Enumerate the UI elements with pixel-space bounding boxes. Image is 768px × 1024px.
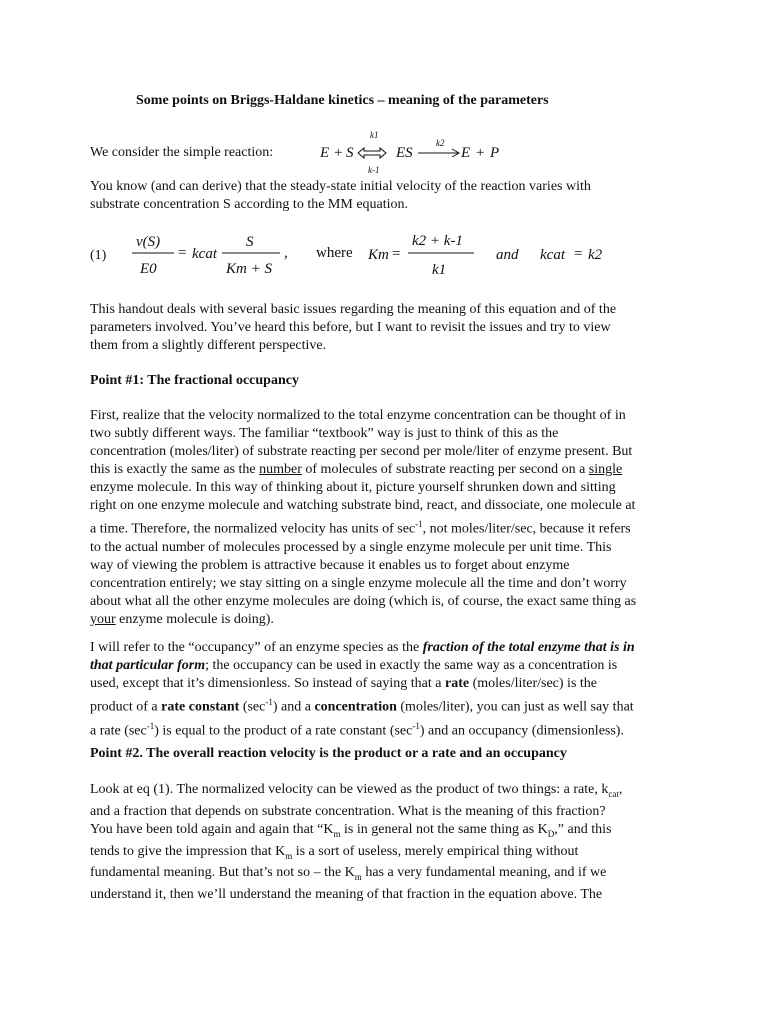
svg-text:where: where <box>316 245 353 261</box>
paragraph-intro: You know (and can derive) that the steady-state initial velocity of the reaction varies with substrate concentration S according to the MM equation. <box>90 179 591 212</box>
equation-number: (1) <box>90 248 107 263</box>
svg-text:and: and <box>496 247 519 263</box>
svg-text:Km: Km <box>368 247 389 263</box>
svg-text:+: + <box>476 145 485 161</box>
svg-text:E: E <box>461 145 471 161</box>
heading-point-2: Point #2. The overall reaction velocity is the product or a rate and an occupancy <box>90 746 567 761</box>
reaction-es: ES <box>396 145 413 161</box>
reaction-p: P <box>490 145 500 161</box>
paragraph-occupancy: I will refer to the “occupancy” of an enzyme species as the fraction of the total enzyme that is in that particular form; the occupancy can be used in exactly the same way as a concentration is used, except that it’s dimensionless. So instead of saying that a rate (moles/liter/sec) is the product of a rate constant $(\sec^{-1})$ and a concentration (moles/liter), you can just as well say that a rate $(\sec^{-1})$ is equal to the product of a rate constant $(\sec^{-1})$ and an occupancy (dimensionless). <box>90 640 635 739</box>
svg-text:S: S <box>346 145 354 161</box>
heading-point-1: Point #1: The fractional occupancy <box>90 373 299 388</box>
svg-text:k2: k2 <box>588 247 603 263</box>
rate-k2: k2 <box>436 138 445 148</box>
rate-k1: k1 <box>370 130 379 140</box>
svg-text:=: = <box>178 245 187 261</box>
rate-k-minus1: k-1 <box>368 165 380 175</box>
svg-text:+: + <box>334 145 343 161</box>
reaction-intro: We consider the simple reaction: <box>90 145 274 160</box>
svg-text:=: = <box>574 246 583 262</box>
svg-text:kcat: kcat <box>192 246 217 262</box>
equilibrium-arrow-icon <box>358 148 386 158</box>
document-title: Some points on Briggs-Haldane kinetics – meaning of the parameters <box>136 93 549 108</box>
svg-text:S: S <box>246 234 254 250</box>
svg-text:v(S): v(S) <box>136 234 161 250</box>
reaction-e: E <box>320 145 330 161</box>
paragraph-first: First, realize that the velocity normalized to the total enzyme concentration can be thought of in two subtly different ways. The familiar “textbook” way is just to think of this as the concentration (moles/liter) of substrate reacting per second per mole/liter of enzyme present. But this is exactly the same as the number of molecules of substrate reacting per second on a single enzyme molecule. In this way of thinking about it, picture yourself shrunken down and sitting right on one enzyme molecule and watching substrate bind, react, and dissociate, one molecule at a time. Therefore, the normalized velocity has units of $\sec^{-1}$, not moles/liter/sec, because it refers to the actual number of molecules processed by a single enzyme molecule per unit time. This way of viewing the problem is attractive because it enables us to forget about enzyme concentration entirely; we stay sitting on a single enzyme molecule all the time and don’t worry about what all the other enzyme molecules are doing (which is, of course, the exact same thing as your enzyme molecule is doing). <box>90 408 637 627</box>
paragraph-look: Look at eq (1). The normalized velocity can be viewed as the product of two things: a rate, $k_{cat}$, and a fraction that depends on substrate concentration. What is the meaning of this fraction? You have been told again and again that “$K_m$ is in general not the same thing as $K_D$,” and this tends to give the impression that $K_m$ is a sort of useless, merely empirical thing without fundamental meaning. But that’s not so – the $K_m$ has a very fundamental meaning, and if we understand it, then we’ll understand the meaning of that fraction in the equation above. The <box>90 782 623 903</box>
svg-text:=: = <box>392 246 401 262</box>
paragraph-handout: This handout deals with several basic issues regarding the meaning of this equation and of the parameters involved. You’ve heard this before, but I want to revisit the issues and try to view them from a slightly different perspective. <box>90 302 617 353</box>
svg-text:E0: E0 <box>140 261 157 277</box>
reaction-scheme <box>318 128 528 178</box>
svg-text:,: , <box>284 245 288 261</box>
svg-text:k1: k1 <box>432 262 447 278</box>
mm-equation <box>130 226 610 288</box>
svg-text:kcat: kcat <box>540 247 565 263</box>
svg-text:Km + S: Km + S <box>226 261 272 277</box>
svg-text:k2 + k-1: k2 + k-1 <box>412 233 463 249</box>
